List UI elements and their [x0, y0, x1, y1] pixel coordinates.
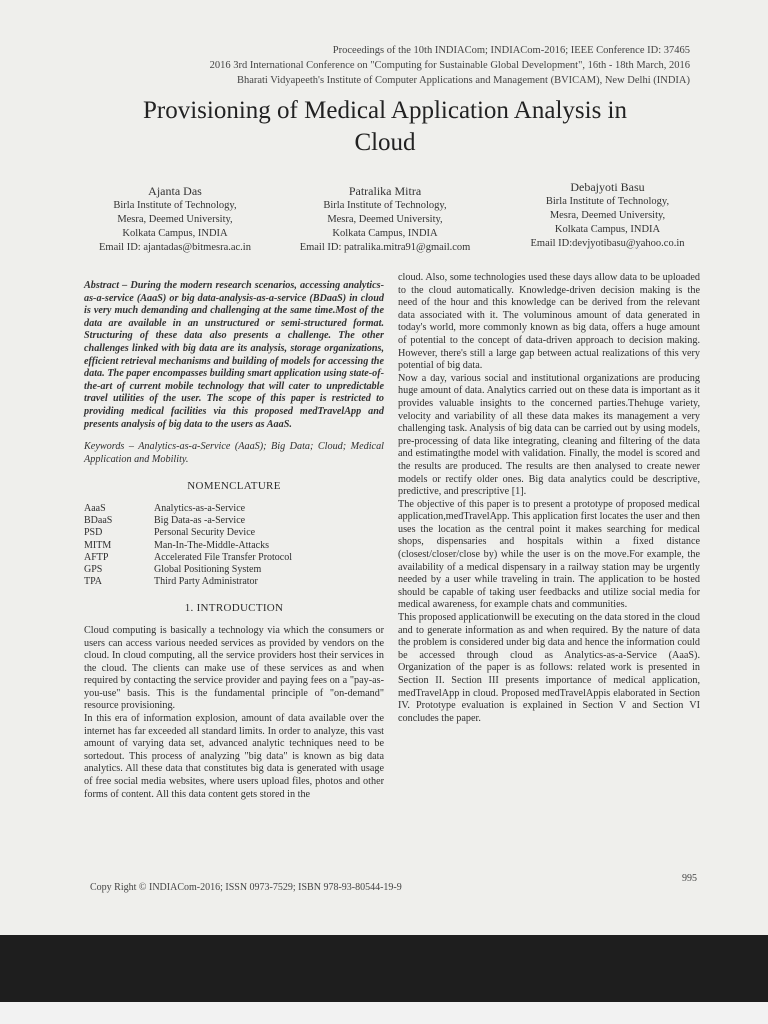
- author-name: Debajyoti Basu: [570, 180, 645, 194]
- nomenclature-row: GPS Global Positioning System: [84, 563, 262, 575]
- keywords: Keywords – Analytics-as-a-Service (AaaS); Big Data; Cloud; Medical Application and Mobility.: [84, 441, 384, 465]
- scanner-shadow: [0, 935, 768, 1024]
- abstract: Abstract – During the modern research scenarios, accessing analytics-as-a-service (AaaS) or big data-analysis-as-a-service (BDaaS) in cloud is very much demanding and challenging at the same time.Most of the data are available in an unstructured or semi-structured format. Structuring of these data also presents a challenge. The other challenges linked with big data are its analysis, storage organizations, efficient retrieval mechanisms and building of models for accessing the data. The paper encompasses building smart application using state-of-the-art of current mobile technology that will cater to unpredictable travel utilities of the user. The scope of this paper is restricted to providing medical facilities via this proposed medTravelApp and presents analysis of big data to the users as AaaS.: [84, 280, 384, 430]
- title-line-1: Provisioning of Medical Application Analysis in: [143, 97, 627, 124]
- author-affiliation-1: Birla Institute of Technology,: [545, 196, 670, 207]
- left-column: [84, 280, 384, 801]
- nomenclature-row: PSD Personal Security Device: [84, 527, 256, 539]
- author-affiliation-1: Birla Institute of Technology,: [113, 200, 237, 211]
- author-email: Email ID: patralika.mitra91@gmail.com: [299, 242, 471, 253]
- author-affiliation-3: Kolkata Campus, INDIA: [332, 228, 438, 239]
- proceedings-line-3: Bharati Vidyapeeth's Institute of Computer Applications and Management (BVICAM), New Delhi (INDIA): [236, 75, 690, 86]
- nomenclature-row: BDaaS Big Data-as -a-Service: [84, 515, 246, 527]
- nomenclature-row: AFTP Accelerated File Transfer Protocol: [84, 551, 293, 563]
- author-block-1: [75, 183, 275, 255]
- author-name: Ajanta Das: [148, 184, 202, 198]
- proceedings-line-2: 2016 3rd International Conference on "Computing for Sustainable Global Development", 16th - 18th March, 2016: [209, 60, 690, 71]
- right-paragraph-2: Now a day, various social and institutional organizations are producing huge amount of data. Analytics carried out on these data is important as it provides valuable insights to the concerned parties.Thehuge variety, velocity and variability of all these data makes its management a very challenging task. Analysis of big data can be carried out by using models, pre-processing of data like integrating, cleaning and filtering of the data and estimatingthe model with validation. Finally, the model is scored and the results are produced. The results are then analysed to create newer models or rectify older ones. Big data analytics could be descriptive, predictive, and prescriptive [1].: [398, 372, 700, 498]
- intro-paragraph-1: Cloud computing is basically a technology via which the consumers or users can access various needed services as provided by vendors on the cloud. In cloud computing, all the service providers host their services in the cloud. The clients can make use of these services as and when required by contacting the service provider and paying fees on a "pay-as-you-use" basis. This is the fundamental principle of "on-demand" resource provisioning.: [84, 624, 384, 712]
- nomenclature-row: MITM Man-In-The-Middle-Attacks: [84, 539, 269, 551]
- author-block-3: [505, 179, 710, 251]
- nomenclature-row: TPA Third Party Administrator: [84, 576, 258, 588]
- nomenclature-heading: NOMENCLATURE: [187, 480, 281, 493]
- right-column: [398, 272, 700, 725]
- author-affiliation-3: Kolkata Campus, INDIA: [554, 224, 661, 235]
- page-number: 995: [682, 873, 697, 884]
- author-affiliation-2: Mesra, Deemed University,: [549, 210, 666, 221]
- copyright-footer: Copy Right © INDIACom-2016; ISSN 0973-7529; ISBN 978-93-80544-19-9: [90, 882, 402, 893]
- scanner-edge: [0, 1002, 768, 1024]
- right-paragraph-3: The objective of this paper is to present a prototype of proposed medical application,medTravelApp. This application first locates the user and then uses the location as the central point it makes searching for medical shops, dispensaries and hospitals within a fixed distance (closest/closer/close by) while the user is on the move.For example, the availability of a medical dispensary in a railway station may be urgently needed by a user while traveling in train. The application to be hosted should be capable of taking user feedbacks and utilize social media for medical awareness, for example chats and communities.: [398, 498, 700, 611]
- paper-title: [40, 95, 730, 159]
- author-email: Email ID:devjyotibasu@yahoo.co.in: [530, 238, 685, 249]
- nomenclature-table: [84, 503, 384, 588]
- proceedings-line-1: Proceedings of the 10th INDIACom; INDIACom-2016; IEEE Conference ID: 37465: [332, 45, 690, 56]
- intro-paragraph-2: In this era of information explosion, amount of data available over the internet has far exceeded all standard limits. In order to analyze, this vast amount of varying data set, advanced analytic techniques need to be sortedout. This process of analyzing "big data" is known as big data analytics. All these data that constitutes big data is generated with usage of free social media websites, where users upload files, photos and other forms of content. All this data content gets stored in the: [84, 713, 384, 800]
- author-name: Patralika Mitra: [348, 184, 422, 198]
- author-affiliation-1: Birla Institute of Technology,: [323, 200, 447, 211]
- author-affiliation-2: Mesra, Deemed University,: [327, 214, 443, 225]
- title-line-2: Cloud: [354, 129, 416, 156]
- author-block-2: [280, 183, 490, 255]
- author-affiliation-2: Mesra, Deemed University,: [117, 214, 233, 225]
- introduction-heading: 1. INTRODUCTION: [184, 602, 284, 615]
- right-paragraph-4: This proposed applicationwill be executing on the data stored in the cloud and to generate information as and when required. By the nature of data the problem is considered under big data and hence the information could be accessed through cloud as Analytics-as-a-Service (AaaS). Organization of the paper is as follows: related work is presented in Section II. Section III presents importance of medical application, medTravelApp in cloud. Proposed medTravelAppis elaborated in Section IV. Prototype evaluation is explained in Section V and Section VI concludes the paper.: [398, 612, 700, 724]
- author-affiliation-3: Kolkata Campus, INDIA: [122, 228, 228, 239]
- nomenclature-row: AaaS Analytics-as-a-Service: [84, 502, 246, 514]
- right-paragraph-1: cloud. Also, some technologies used these days allow data to be uploaded to the cloud automatically. Knowledge-driven decision making is the need of the hour and this knowledge can be derived from the relevant data associated with it. The voluminous amount of data generated in today's world, more commonly known as big data, offers a huge amount of potential to the concept of data-driven approach to decision making. However, there's still a large gap between actual realizations of this very potential of big data.: [398, 272, 700, 372]
- author-email: Email ID: ajantadas@bitmesra.ac.in: [99, 242, 251, 253]
